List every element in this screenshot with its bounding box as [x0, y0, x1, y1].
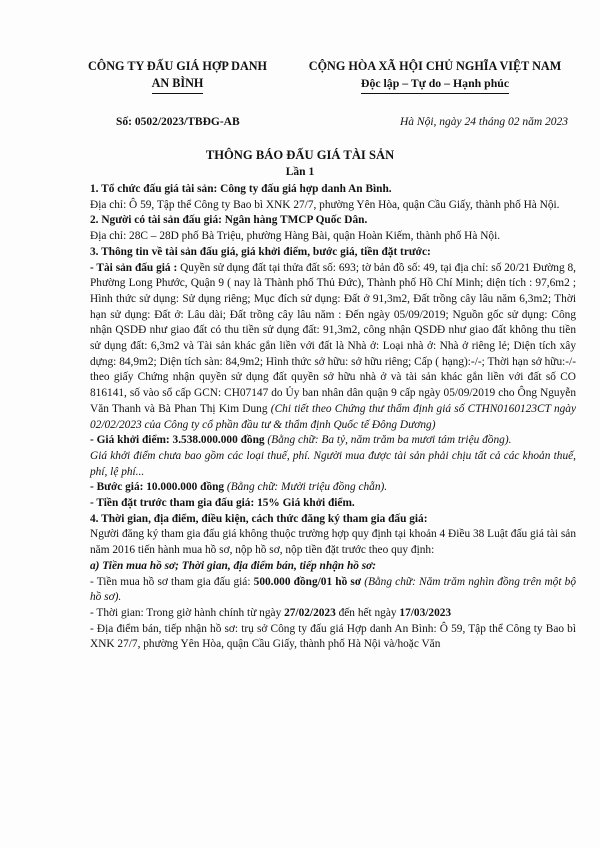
section-2-heading: 2. Người có tài sản đấu giá: Ngân hàng TMCP Quốc Dân. [90, 214, 368, 227]
start-price-paragraph [90, 433, 576, 449]
nation-name: CỘNG HÒA XÃ HỘI CHỦ NGHĨA VIỆT NAM [308, 59, 562, 73]
org-name-line2: AN BÌNH [152, 75, 204, 94]
deposit-line: - Tiền đặt trước tham gia đấu giá: 15% Giá khởi điểm. [90, 497, 355, 510]
location-paragraph: - Địa điểm bán, tiếp nhận hồ sơ: trụ sở Công ty đấu giá Hợp danh An Bình: Ô 59, Tập thể Công ty Bao bì XNK 27/7, phường Yên Hòa, quận Cầu Giấy, thành phố Hà Nội và/hoặc Văn [90, 622, 576, 651]
step-label: - Bước giá: 10.000.000 đồng [90, 481, 225, 494]
asset-text: Quyền sử dụng đất tại thửa đất số: 693; tờ bản đồ số: 49, tại địa chỉ: số 20/21 Đường 8, Phường Long Phước, Quận 9 ( nay là Thành phố Thủ Đức), Thành phố Hồ Chí Minh; diện tích : 97,6m2 ; Hình thức sử dụng: Sử dụng riêng; Mục đích sử dụng: Đất ở 91,3m2, Đất trồng cây lâu năm 6,3m2; Thời hạn sử dụng: Đất ở: Lâu dài; Đất trồng cây lâu năm : Đến ngày 05/09/2019; Nguồn gốc sử dụng: Công nhận QSDĐ như giao đất có thu tiền sử dụng đất: 91,3m2, công nhận QSDĐ như giao đất không thu tiền sử dụng đất: 6,3m2 và Tài sản khác gắn liền với đất là Nhà ở: Loại nhà ở: Nhà ở riêng lẻ; Diện tích xây dựng: 84,9m2; Diện tích sàn: 84,9m2; Hình thức sở hữu: sở hữu riêng; Cấp ( hạng):-/-; Thời hạn sở hữu:-/- theo giấy Chứng nhận quyền sử dụng đất quyền sở hữu nhà ở và tài sản khác gắn liền với đất số CO 816141, số vào sổ cấp GCN: CH07147 do Ủy ban nhân dân quận 9 cấp ngày 05/09/2019 cho Ông Nguyễn Văn Thanh và Bà Phan Thị Kim Dung [90, 261, 576, 415]
section-1-address: Địa chỉ: Ô 59, Tập thể Công ty Bao bì XNK 27/7, phường Yên Hòa, quận Cầu Giấy, thành phố Hà Nội. [90, 198, 560, 211]
asset-label: - Tài sản đấu giá : [90, 261, 178, 274]
section-2-address: Địa chỉ: 28C – 28D phố Bà Triệu, phường Hàng Bài, quận Hoàn Kiếm, thành phố Hà Nội. [90, 230, 501, 243]
place-date: Hà Nội, ngày 24 tháng 02 năm 2023 [399, 116, 568, 128]
time-from: 27/02/2023 [284, 606, 336, 619]
document-subtitle: Lần 1 [285, 166, 315, 178]
subsection-a-heading: a) Tiền mua hồ sơ; Thời gian, địa điểm bán, tiếp nhận hồ sơ: [90, 559, 377, 572]
start-price-label: - Giá khởi điểm: 3.538.000.000 đồng [90, 434, 265, 447]
time-to: 17/03/2023 [399, 606, 452, 619]
time-paragraph [90, 606, 576, 622]
time-prefix: - Thời gian: Trong giờ hành chính từ ngày [90, 606, 285, 619]
section-1-heading: 1. Tổ chức đấu giá tài sản: Công ty đấu giá hợp danh An Bình. [90, 183, 392, 195]
start-price-words: (Bằng chữ: Ba tỷ, năm trăm ba mươi tám triệu đồng). [264, 434, 512, 447]
fee-amount: 500.000 đồng/01 hồ sơ [253, 575, 362, 588]
fee-paragraph [90, 575, 576, 606]
asset-valuation-note: (Chi tiết theo Chứng thư thẩm định giá số CTHN0160123CT ngày 02/02/2023 của Công ty cổ phần đầu tư & thẩm định Quốc tế Đông Dương) [90, 402, 577, 431]
start-price-note: Giá khởi điểm chưa bao gồm các loại thuế, phí. Người mua được tài sản phải chịu tất cả các khoản thuế, phí, lệ phí... [90, 449, 576, 478]
section-4-heading: 4. Thời gian, địa điểm, điều kiện, cách thức đăng ký tham gia đấu giá: [90, 512, 428, 525]
org-name-line1: CÔNG TY ĐẤU GIÁ HỢP DANH [87, 59, 268, 73]
fee-words: (Bằng chữ: Năm trăm nghìn đồng trên một bộ hồ sơ). [90, 575, 577, 604]
document-body [90, 182, 576, 653]
step-words: (Bằng chữ: Mười triệu đồng chẵn). [224, 481, 388, 494]
time-mid: đến hết ngày [335, 606, 400, 619]
document-title: THÔNG BÁO ĐẤU GIÁ TÀI SẢN [205, 148, 395, 162]
fee-prefix: - Tiền mua hồ sơ tham gia đấu giá: [90, 575, 254, 588]
national-motto: Độc lập – Tự do – Hạnh phúc [361, 75, 509, 94]
step-paragraph [90, 480, 576, 496]
national-header [290, 58, 580, 94]
section-3-heading: 3. Thông tin về tài sản đấu giá, giá khởi điểm, bước giá, tiền đặt trước: [90, 245, 431, 258]
document-number: Số: 0502/2023/TBĐG-AB [116, 116, 240, 128]
organization-header [70, 58, 285, 94]
section-4-intro: Người đăng ký tham gia đấu giá không thuộc trường hợp quy định tại khoản 4 Điều 38 Luật đấu giá tài sản năm 2016 tiến hành mua hồ sơ, nộp hồ sơ, nộp tiền đặt trước theo quy định: [90, 528, 576, 557]
asset-paragraph [90, 261, 576, 434]
